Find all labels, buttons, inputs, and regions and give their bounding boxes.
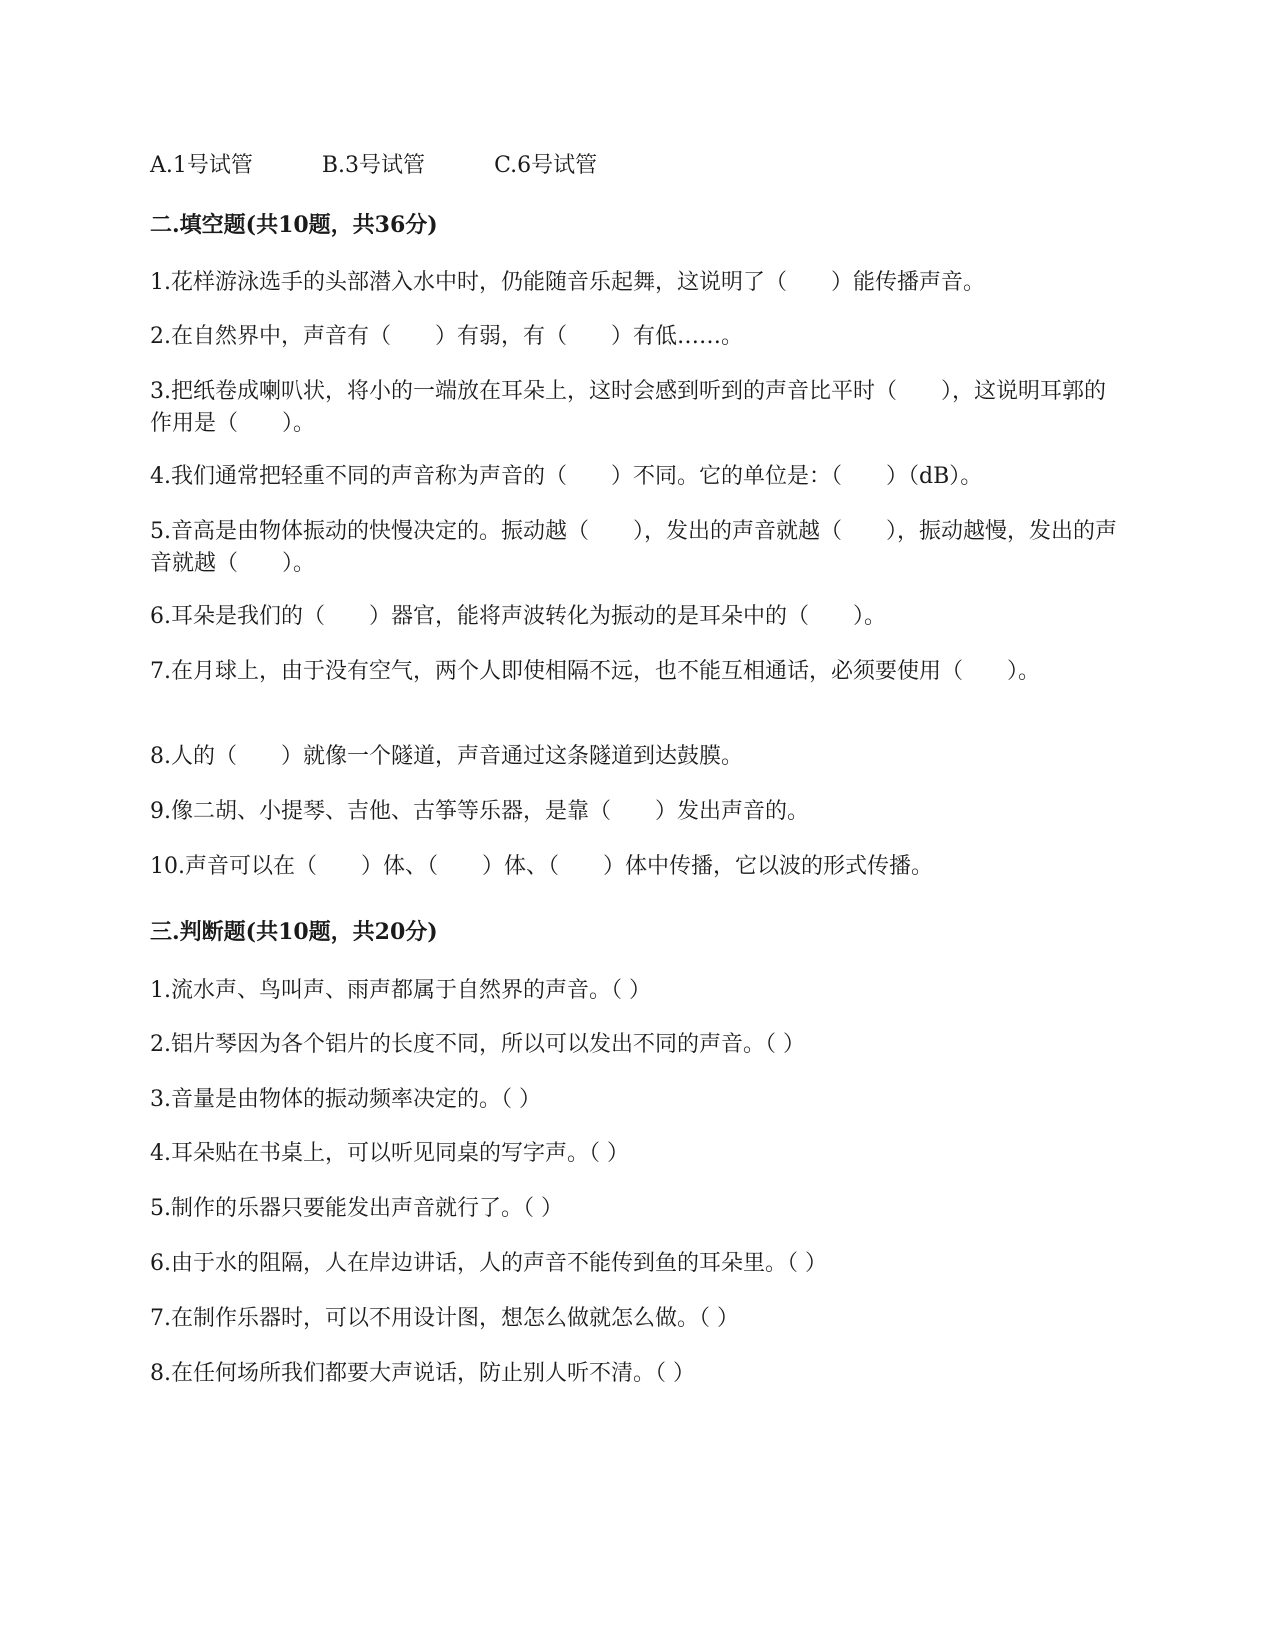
true-false-question-6: 6.由于水的阻隔，人在岸边讲话，人的声音不能传到鱼的耳朵里。（ ） xyxy=(150,1251,827,1276)
section-title-fill-blank: 二.填空题(共10题，共36分) xyxy=(150,212,438,238)
fill-blank-question-1: 1.花样游泳选手的头部潜入水中时，仍能随音乐起舞，这说明了（ ）能传播声音。 xyxy=(150,270,985,295)
true-false-question-1: 1.流水声、鸟叫声、雨声都属于自然界的声音。（ ） xyxy=(150,978,651,1003)
true-false-question-4: 4.耳朵贴在书桌上，可以听见同桌的写字声。（ ） xyxy=(150,1141,629,1166)
option-b: B.3号试管 xyxy=(321,153,426,178)
option-a: A.1号试管 xyxy=(150,153,253,178)
fill-blank-question-2: 2.在自然界中，声音有（ ）有弱，有（ ）有低……。 xyxy=(150,324,743,349)
fill-blank-question-8: 8.人的（ ）就像一个隧道，声音通过这条隧道到达鼓膜。 xyxy=(150,744,743,769)
true-false-question-7: 7.在制作乐器时，可以不用设计图，想怎么做就怎么做。（ ） xyxy=(150,1306,739,1331)
fill-blank-question-3: 3.把纸卷成喇叭状，将小的一端放在耳朵上，这时会感到听到的声音比平时（ ），这说明耳郭的作用是（ ）。 xyxy=(150,379,1106,436)
fill-blank-question-4: 4.我们通常把轻重不同的声音称为声音的（ ）不同。它的单位是：（ ）（dB）。 xyxy=(150,464,983,489)
option-c: C.6号试管 xyxy=(494,153,598,178)
section-title-true-false: 三.判断题(共10题，共20分) xyxy=(150,919,438,945)
answer-options xyxy=(150,148,659,179)
fill-blank-question-9: 9.像二胡、小提琴、吉他、古筝等乐器，是靠（ ）发出声音的。 xyxy=(150,799,809,824)
true-false-question-3: 3.音量是由物体的振动频率决定的。（ ） xyxy=(150,1087,541,1112)
true-false-question-5: 5.制作的乐器只要能发出声音就行了。（ ） xyxy=(150,1196,563,1221)
fill-blank-question-10: 10.声音可以在（ ）体、（ ）体、（ ）体中传播，它以波的形式传播。 xyxy=(150,854,933,879)
fill-blank-question-6: 6.耳朵是我们的（ ）器官，能将声波转化为振动的是耳朵中的（ ）。 xyxy=(150,604,886,629)
true-false-question-8: 8.在任何场所我们都要大声说话，防止别人听不清。（ ） xyxy=(150,1361,695,1386)
true-false-question-2: 2.铝片琴因为各个铝片的长度不同，所以可以发出不同的声音。（ ） xyxy=(150,1032,805,1057)
fill-blank-question-5: 5.音高是由物体振动的快慢决定的。振动越（ ），发出的声音就越（ ），振动越慢，发出的声音就越（ ）。 xyxy=(150,519,1117,576)
fill-blank-question-7: 7.在月球上，由于没有空气，两个人即使相隔不远，也不能互相通话，必须要使用（ ）。 xyxy=(150,659,1040,684)
